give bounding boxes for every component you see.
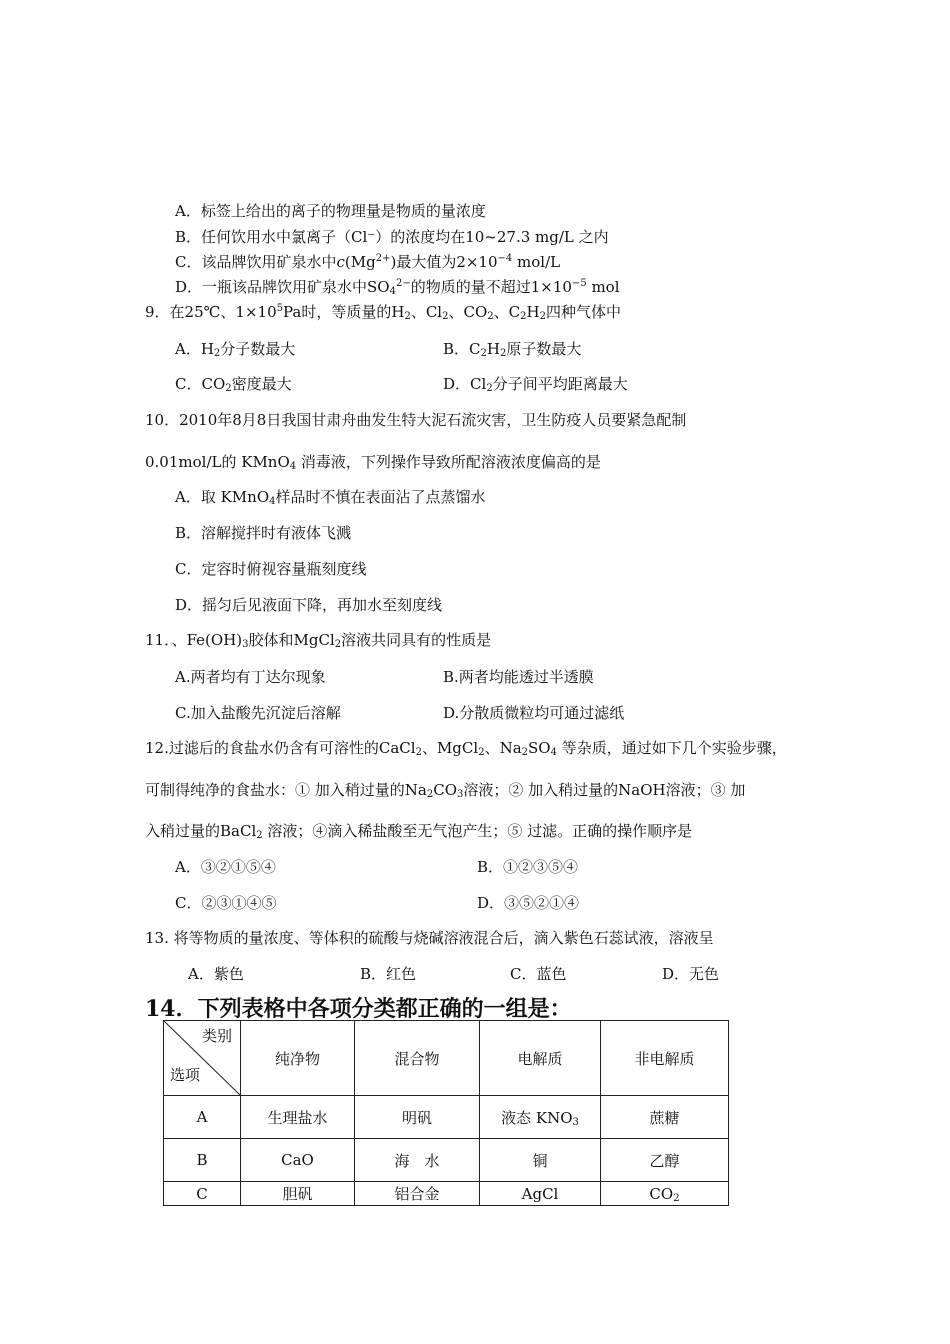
- q13-option-c: C．蓝色: [510, 965, 567, 983]
- table-row-label: C: [164, 1182, 241, 1206]
- table-cell: 胆矾: [241, 1182, 355, 1206]
- table-corner-cell: [164, 1021, 241, 1096]
- q14-stem: 14．下列表格中各项分类都正确的一组是：: [145, 996, 572, 1022]
- classification-table: [163, 1020, 729, 1206]
- table-header-row: [164, 1021, 729, 1096]
- q11-stem: 11．、$Fe(OH)_3$胶体和MgCl$_2$溶液共同具有的性质是: [145, 631, 492, 650]
- q9-option-c: C．$CO_2$密度最大: [175, 375, 292, 394]
- table-cell: AgCl: [480, 1182, 601, 1206]
- table-header-cell: 电解质: [480, 1021, 601, 1096]
- q10-option-c: C．定容时俯视容量瓶刻度线: [175, 560, 367, 578]
- q10-stem-line1: 10．2010年8月8日我国甘肃舟曲发生特大泥石流灾害，卫生防疫人员要紧急配制: [145, 411, 687, 429]
- table-cell: 液态 $KNO_3$: [480, 1096, 601, 1139]
- q8-option-c: C．该品牌饮用矿泉水中$c(Mg^{2+})$最大值为$2\times 10^{-4}$ mol/L: [175, 253, 561, 271]
- q12-option-b: B．①②③⑤④: [477, 858, 579, 876]
- q12-stem-line3: 入稍过量的BaCl$_2$ 溶液；④滴入稀盐酸至无气泡产生；⑤ 过滤。正确的操作顺序是: [145, 822, 693, 841]
- q10-stem-line2: 0.01mol/L的 KMnO$_4$ 消毒液，下列操作导致所配溶液浓度偏高的是: [145, 453, 601, 472]
- table-cell: CaO: [241, 1139, 355, 1182]
- table-cell: 乙醇: [601, 1139, 729, 1182]
- table-cell: 铜: [480, 1139, 601, 1182]
- table-cell: 蔗糖: [601, 1096, 729, 1139]
- q11-option-a: A.两者均有丁达尔现象: [175, 668, 326, 686]
- table-cell: 生理盐水: [241, 1096, 355, 1139]
- q11-option-b: B.两者均能透过半透膜: [443, 668, 594, 686]
- corner-label-option: 选项: [170, 1066, 201, 1084]
- q12-stem-line2: 可制得纯净的食盐水：① 加入稍过量的$Na_2CO_3$溶液；② 加入稍过量的NaOH溶液；③ 加: [145, 781, 746, 800]
- table-header-cell: 混合物: [355, 1021, 480, 1096]
- table-header-cell: 非电解质: [601, 1021, 729, 1096]
- q12-option-d: D．③⑤②①④: [477, 894, 580, 912]
- table-header-cell: 纯净物: [241, 1021, 355, 1096]
- table-cell: 海 水: [355, 1139, 480, 1182]
- q10-option-a: A．取 KMnO$_4$样品时不慎在表面沾了点蒸馏水: [175, 488, 486, 507]
- table-row-label: A: [164, 1096, 241, 1139]
- q11-option-c: C.加入盐酸先沉淀后溶解: [175, 704, 341, 722]
- table-row: [164, 1182, 729, 1206]
- corner-label-category: 类别: [201, 1027, 232, 1045]
- table-cell: $CO_2$: [601, 1182, 729, 1206]
- q8-option-a: A．标签上给出的离子的物理量是物质的量浓度: [175, 202, 486, 220]
- q9-stem: 9．在25℃、$1\times 10^5Pa$时，等质量的$H_2$、$Cl_2$、$CO_2$、$C_2H_2$四种气体中: [145, 303, 621, 322]
- q8-option-b: B．任何饮用水中氯离子（Cl⁻）的浓度均在10~27.3 mg/L 之内: [175, 228, 609, 246]
- q13-option-b: B．红色: [360, 965, 417, 983]
- table-row-label: B: [164, 1139, 241, 1182]
- q13-stem: 13. 将等物质的量浓度、等体积的硫酸与烧碱溶液混合后，滴入紫色石蕊试液，溶液呈: [145, 929, 714, 947]
- q9-option-b: B．$C_2H_2$原子数最大: [443, 340, 582, 359]
- q10-option-d: D．摇匀后见液面下降，再加水至刻度线: [175, 596, 443, 614]
- q10-option-b: B．溶解搅拌时有液体飞溅: [175, 524, 352, 542]
- table-cell: 铝合金: [355, 1182, 480, 1206]
- q12-option-a: A．③②①⑤④: [175, 858, 276, 876]
- table-row: [164, 1096, 729, 1139]
- table-cell: 明矾: [355, 1096, 480, 1139]
- q13-option-a: A．紫色: [188, 965, 244, 983]
- q12-option-c: C．②③①④⑤: [175, 894, 277, 912]
- q12-stem-line1: 12.过滤后的食盐水仍含有可溶性的CaCl$_2$、MgCl$_2$、$Na_2SO_4$ 等杂质，通过如下几个实验步骤，: [145, 739, 787, 758]
- q11-option-d: D.分散质微粒均可通过滤纸: [443, 704, 625, 722]
- q9-option-a: A．$H_2$分子数最大: [175, 340, 296, 359]
- q13-option-d: D．无色: [662, 965, 720, 983]
- q8-option-d: D．一瓶该品牌饮用矿泉水中$SO_4^{2-}$的物质的量不超过$1\times 10^{-5}$ mol: [175, 278, 620, 297]
- q9-option-d: D．$Cl_2$分子间平均距离最大: [443, 375, 628, 394]
- table-row: [164, 1139, 729, 1182]
